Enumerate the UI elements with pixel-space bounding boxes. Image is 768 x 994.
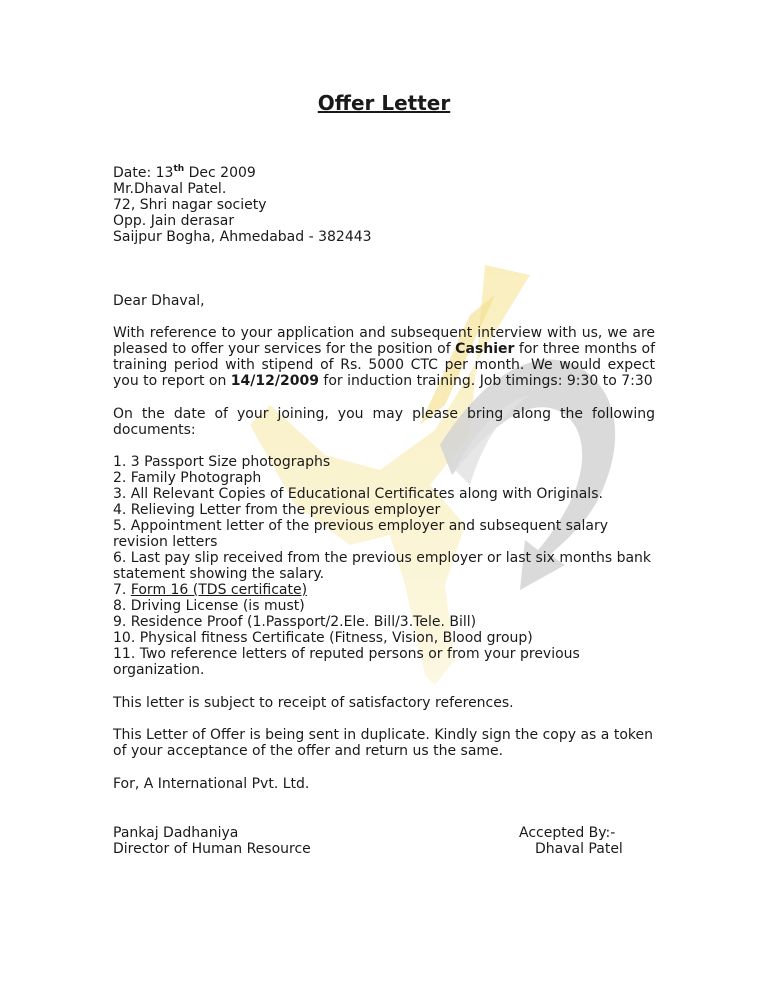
letter-date: Date: 13th Dec 2009 xyxy=(113,164,256,181)
signatory-title: Director of Human Resource xyxy=(113,841,311,857)
list-item: 5. Appointment letter of the previous employer and subsequent salary revision letters xyxy=(113,518,609,550)
company-name: For, A International Pvt. Ltd. xyxy=(113,776,310,792)
salutation: Dear Dhaval, xyxy=(113,293,205,309)
references-note: This letter is subject to receipt of satisfactory references. xyxy=(113,695,514,711)
position-name: Cashier xyxy=(455,341,515,357)
list-item: 6. Last pay slip received from the previous employer or last six months bank statement showing the salary. xyxy=(113,550,652,582)
list-item: 7. Form 16 (TDS certificate) xyxy=(113,582,308,598)
documents-list xyxy=(113,454,658,678)
list-item: 11. Two reference letters of reputed persons or from your previous organization. xyxy=(113,646,580,678)
list-item: 10. Physical fitness Certificate (Fitness, Vision, Blood group) xyxy=(113,630,533,646)
address-line: Saijpur Bogha, Ahmedabad - 382443 xyxy=(113,229,372,245)
accepted-label: Accepted By:- xyxy=(519,825,616,841)
list-item: 1. 3 Passport Size photographs xyxy=(113,454,331,470)
intro-paragraph: With reference to your application and subsequent interview with us, we are pleased to offer your services for the position of Cashier for three months of training period with stipend of Rs. 5000 CTC per month. We would expect you to report on 14/12/2009 for induction training. Job timings: 9:30 to 7:30 xyxy=(113,325,655,389)
signatory-block xyxy=(113,825,311,857)
list-item: 2. Family Photograph xyxy=(113,470,262,486)
address-line: 72, Shri nagar society xyxy=(113,197,267,213)
recipient-address xyxy=(113,165,655,245)
page-title: Offer Letter xyxy=(317,91,451,115)
acceptance-block xyxy=(519,825,623,857)
documents-intro: On the date of your joining, you may please bring along the following documents: xyxy=(113,406,655,438)
accepted-name: Dhaval Patel xyxy=(535,841,623,857)
list-item: 4. Relieving Letter from the previous employer xyxy=(113,502,441,518)
address-line: Opp. Jain derasar xyxy=(113,213,235,229)
list-item: 9. Residence Proof (1.Passport/2.Ele. Bill/3.Tele. Bill) xyxy=(113,614,477,630)
list-item: 3. All Relevant Copies of Educational Certificates along with Originals. xyxy=(113,486,603,502)
address-line: Mr.Dhaval Patel. xyxy=(113,181,227,197)
duplicate-note: This Letter of Offer is being sent in duplicate. Kindly sign the copy as a token of your acceptance of the offer and return us the same. xyxy=(113,727,653,759)
report-date: 14/12/2009 xyxy=(230,373,319,389)
signatory-name: Pankaj Dadhaniya xyxy=(113,825,239,841)
list-item: 8. Driving License (is must) xyxy=(113,598,305,614)
